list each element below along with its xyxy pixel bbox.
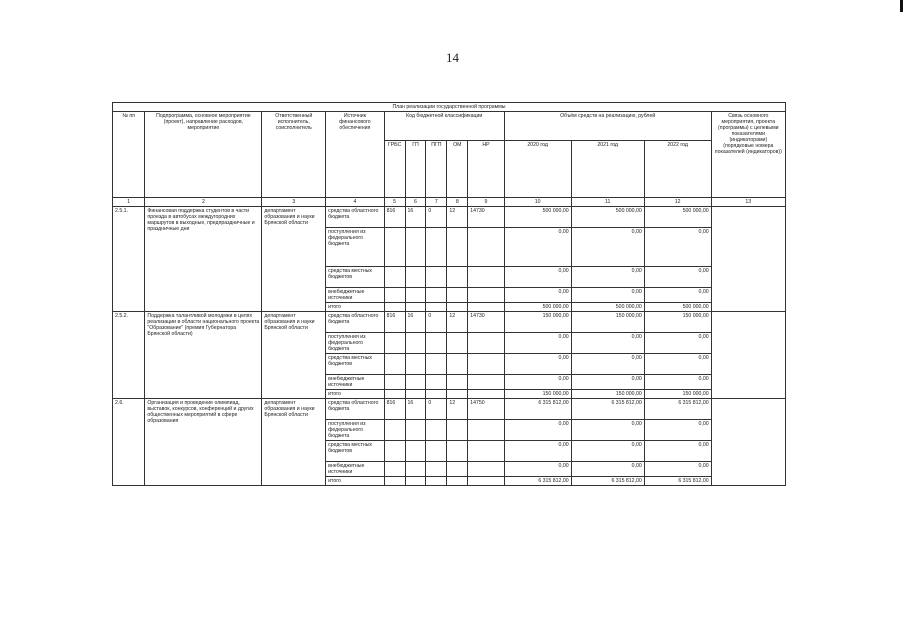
value-2020: 0,00 — [504, 462, 571, 477]
value-2021: 0,00 — [571, 288, 644, 303]
nr-cell: 14750 — [468, 399, 505, 420]
om-cell: 12 — [447, 312, 468, 333]
grbs-cell — [384, 390, 405, 399]
col-number: 11 — [571, 198, 644, 207]
header-source: Источник финансового обеспечения — [326, 112, 385, 198]
source-cell: средства местных бюджетов — [326, 267, 385, 288]
item-number: 2.6. — [113, 399, 145, 486]
col-number: 12 — [644, 198, 711, 207]
value-2021: 6 315 812,00 — [571, 477, 644, 486]
grbs-cell — [384, 267, 405, 288]
gp-cell — [405, 267, 426, 288]
nr-cell — [468, 333, 505, 354]
gp-cell — [405, 354, 426, 375]
header-pgp: ПГП — [426, 141, 447, 198]
gp-cell — [405, 375, 426, 390]
pgp-cell — [426, 462, 447, 477]
grbs-cell — [384, 333, 405, 354]
source-cell: внебюджетные источники — [326, 288, 385, 303]
gp-cell — [405, 462, 426, 477]
gp-cell — [405, 441, 426, 462]
nr-cell — [468, 477, 505, 486]
col-number: 7 — [426, 198, 447, 207]
pgp-cell — [426, 267, 447, 288]
nr-cell — [468, 354, 505, 375]
gp-cell — [405, 333, 426, 354]
item-name: Организация и проведение олимпиад, выставок, конкурсов, конференций и других общественных мероприятий в сфере образования — [145, 399, 262, 486]
header-volume: Объём средств на реализацию, рублей — [504, 112, 711, 141]
nr-cell — [468, 288, 505, 303]
om-cell — [447, 333, 468, 354]
value-2022: 6 315 812,00 — [644, 477, 711, 486]
link-cell — [711, 399, 785, 486]
grbs-cell — [384, 228, 405, 267]
value-2021: 0,00 — [571, 375, 644, 390]
link-cell — [711, 312, 785, 399]
value-2022: 0,00 — [644, 375, 711, 390]
source-cell: итого — [326, 390, 385, 399]
value-2020: 6 315 812,00 — [504, 399, 571, 420]
value-2021: 0,00 — [571, 354, 644, 375]
om-cell: 12 — [447, 207, 468, 228]
col-number: 5 — [384, 198, 405, 207]
value-2022: 6 315 812,00 — [644, 399, 711, 420]
table-row — [113, 207, 786, 228]
gp-cell — [405, 390, 426, 399]
pgp-cell — [426, 441, 447, 462]
header-gp: ГП — [405, 141, 426, 198]
grbs-cell — [384, 420, 405, 441]
value-2020: 0,00 — [504, 354, 571, 375]
value-2022: 500 000,00 — [644, 207, 711, 228]
value-2022: 150 000,00 — [644, 390, 711, 399]
value-2021: 0,00 — [571, 462, 644, 477]
header-responsible: Ответственный исполнитель, соисполнитель — [262, 112, 326, 198]
source-cell: поступления из федерального бюджета — [326, 420, 385, 441]
value-2022: 150 000,00 — [644, 312, 711, 333]
item-responsible: департамент образования и науки Брянской области — [262, 312, 326, 399]
pgp-cell — [426, 477, 447, 486]
value-2020: 0,00 — [504, 267, 571, 288]
nr-cell — [468, 375, 505, 390]
header-2020: 2020 год — [504, 141, 571, 198]
source-cell: поступления из федерального бюджета — [326, 228, 385, 267]
gp-cell: 16 — [405, 312, 426, 333]
header-budget-code: Код бюджетной классификации — [384, 112, 504, 141]
value-2020: 500 000,00 — [504, 207, 571, 228]
source-cell: итого — [326, 477, 385, 486]
grbs-cell: 816 — [384, 312, 405, 333]
value-2021: 0,00 — [571, 420, 644, 441]
nr-cell: 14730 — [468, 207, 505, 228]
table-title: План реализации государственной программы — [113, 103, 786, 112]
om-cell — [447, 462, 468, 477]
value-2020: 0,00 — [504, 288, 571, 303]
value-2022: 0,00 — [644, 354, 711, 375]
value-2021: 150 000,00 — [571, 390, 644, 399]
pgp-cell — [426, 354, 447, 375]
value-2020: 150 000,00 — [504, 312, 571, 333]
table-row — [113, 399, 786, 420]
pgp-cell — [426, 333, 447, 354]
value-2022: 500 000,00 — [644, 303, 711, 312]
value-2021: 500 000,00 — [571, 303, 644, 312]
header-nr: НР — [468, 141, 505, 198]
value-2021: 0,00 — [571, 228, 644, 267]
value-2020: 500 000,00 — [504, 303, 571, 312]
col-number: 1 — [113, 198, 145, 207]
grbs-cell — [384, 477, 405, 486]
om-cell — [447, 288, 468, 303]
grbs-cell — [384, 288, 405, 303]
om-cell — [447, 303, 468, 312]
nr-cell: 14730 — [468, 312, 505, 333]
value-2022: 0,00 — [644, 420, 711, 441]
value-2021: 0,00 — [571, 333, 644, 354]
nr-cell — [468, 267, 505, 288]
grbs-cell — [384, 354, 405, 375]
col-number: 3 — [262, 198, 326, 207]
nr-cell — [468, 228, 505, 267]
pgp-cell — [426, 375, 447, 390]
value-2020: 0,00 — [504, 333, 571, 354]
source-cell: поступления из федерального бюджета — [326, 333, 385, 354]
pgp-cell: 0 — [426, 207, 447, 228]
value-2022: 0,00 — [644, 267, 711, 288]
nr-cell — [468, 390, 505, 399]
value-2022: 0,00 — [644, 462, 711, 477]
header-2022: 2022 год — [644, 141, 711, 198]
gp-cell — [405, 288, 426, 303]
value-2022: 0,00 — [644, 288, 711, 303]
pgp-cell — [426, 390, 447, 399]
item-number: 2.5.1. — [113, 207, 145, 312]
col-number: 10 — [504, 198, 571, 207]
value-2021: 0,00 — [571, 267, 644, 288]
nr-cell — [468, 303, 505, 312]
grbs-cell: 816 — [384, 399, 405, 420]
col-number: 2 — [145, 198, 262, 207]
value-2020: 0,00 — [504, 228, 571, 267]
gp-cell: 16 — [405, 207, 426, 228]
link-cell — [711, 207, 785, 312]
om-cell — [447, 267, 468, 288]
grbs-cell — [384, 303, 405, 312]
om-cell — [447, 420, 468, 441]
value-2021: 500 000,00 — [571, 207, 644, 228]
pgp-cell — [426, 288, 447, 303]
value-2022: 0,00 — [644, 228, 711, 267]
value-2021: 0,00 — [571, 441, 644, 462]
value-2020: 0,00 — [504, 441, 571, 462]
column-numbers-row — [113, 198, 786, 207]
header-num: № пп — [113, 112, 145, 198]
grbs-cell — [384, 441, 405, 462]
grbs-cell — [384, 375, 405, 390]
header-grbs: ГРБС — [384, 141, 405, 198]
header-link: Связь основного мероприятия, проекта (программы) с целевыми показателями (индикаторами) (порядковые номера показателей (индикаторов)) — [711, 112, 785, 198]
table-row — [113, 312, 786, 333]
source-cell: средства областного бюджета — [326, 399, 385, 420]
scan-edge-mark — [900, 0, 903, 12]
gp-cell — [405, 420, 426, 441]
col-number: 13 — [711, 198, 785, 207]
header-2021: 2021 год — [571, 141, 644, 198]
nr-cell — [468, 420, 505, 441]
source-cell: средства местных бюджетов — [326, 354, 385, 375]
value-2022: 0,00 — [644, 333, 711, 354]
source-cell: внебюджетные источники — [326, 462, 385, 477]
source-cell: средства областного бюджета — [326, 207, 385, 228]
program-plan-table — [112, 102, 786, 486]
om-cell — [447, 228, 468, 267]
grbs-cell: 816 — [384, 207, 405, 228]
col-number: 6 — [405, 198, 426, 207]
pgp-cell — [426, 420, 447, 441]
header-om: ОМ — [447, 141, 468, 198]
item-number: 2.5.2. — [113, 312, 145, 399]
col-number: 9 — [468, 198, 505, 207]
grbs-cell — [384, 462, 405, 477]
value-2020: 6 315 812,00 — [504, 477, 571, 486]
value-2021: 150 000,00 — [571, 312, 644, 333]
om-cell — [447, 375, 468, 390]
nr-cell — [468, 441, 505, 462]
om-cell — [447, 477, 468, 486]
nr-cell — [468, 462, 505, 477]
om-cell — [447, 441, 468, 462]
source-cell: средства областного бюджета — [326, 312, 385, 333]
value-2021: 6 315 812,00 — [571, 399, 644, 420]
item-name: Поддержка талантливой молодежи в целях реализации в области национального проекта "Образование" (премия Губернатора Брянской области) — [145, 312, 262, 399]
value-2022: 0,00 — [644, 441, 711, 462]
header-subprogram: Подпрограмма, основное мероприятие (проект), направление расходов, мероприятие — [145, 112, 262, 198]
gp-cell: 16 — [405, 399, 426, 420]
om-cell: 12 — [447, 399, 468, 420]
pgp-cell: 0 — [426, 312, 447, 333]
pgp-cell — [426, 303, 447, 312]
gp-cell — [405, 228, 426, 267]
source-cell: средства местных бюджетов — [326, 441, 385, 462]
source-cell: внебюджетные источники — [326, 375, 385, 390]
page-number: 14 — [446, 50, 459, 65]
item-name: Финансовая поддержка студентов в части проезда в автобусах междугородних маршрутов в выходные, предпраздничные и праздничные дни — [145, 207, 262, 312]
gp-cell — [405, 477, 426, 486]
item-responsible: департамент образования и науки Брянской области — [262, 399, 326, 486]
col-number: 4 — [326, 198, 385, 207]
item-responsible: департамент образования и науки Брянской области — [262, 207, 326, 312]
pgp-cell: 0 — [426, 399, 447, 420]
value-2020: 0,00 — [504, 375, 571, 390]
value-2020: 150 000,00 — [504, 390, 571, 399]
om-cell — [447, 354, 468, 375]
col-number: 8 — [447, 198, 468, 207]
pgp-cell — [426, 228, 447, 267]
om-cell — [447, 390, 468, 399]
source-cell: итого — [326, 303, 385, 312]
value-2020: 0,00 — [504, 420, 571, 441]
gp-cell — [405, 303, 426, 312]
